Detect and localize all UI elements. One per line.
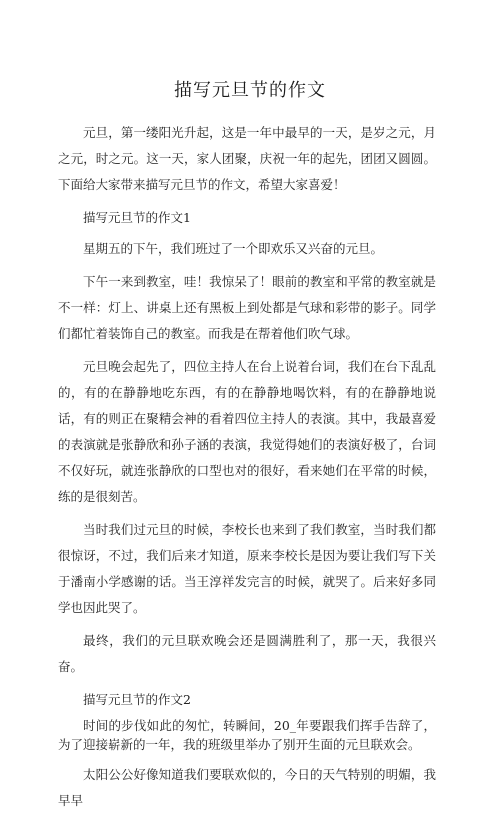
body-paragraph: 当时我们过元旦的时候，李校长也来到了我们教室，当时我们都很惊讶，不过，我们后来才知道，原来李校长是因为要让我们写下关于潘南小学感谢的话。当王淳祥发完言的时候，就哭了。后来好多同学也因此哭了。 [58, 522, 436, 615]
section-heading-2: 描写元旦节的作文2 [83, 692, 191, 707]
article-body [58, 120, 436, 821]
body-paragraph: 最终，我们的元旦联欢晚会还是圆满胜利了，那一天，我很兴奋。 [58, 633, 436, 674]
intro-paragraph: 元旦，第一缕阳光升起，这是一年中最早的一天，是岁之元，月之元，时之元。这一天，家人团聚，庆祝一年的起先，团团又圆圆。下面给大家带来描写元旦节的作文，希望大家喜爱！ [58, 125, 436, 192]
body-paragraph: 时间的步伐如此的匆忙，转瞬间，20_年要跟我们挥手告辞了，为了迎接崭新的一年，我的班级里举办了别开生面的元旦联欢会。 [58, 718, 436, 752]
section-heading-1: 描写元旦节的作文1 [83, 210, 191, 225]
body-paragraph: 星期五的下午，我们班过了一个即欢乐又兴奋的元旦。 [83, 241, 384, 256]
body-paragraph: 下午一来到教室，哇！我惊呆了！眼前的教室和平常的教室就是不一样：灯上、讲桌上还有黑板上到处都是气球和彩带的影子。同学们都忙着装饰自己的教室。而我是在帮着他们吹气球。 [58, 274, 436, 341]
body-paragraph: 元旦晚会起先了，四位主持人在台上说着台词，我们在台下乱乱的，有的在静静地吃东西，有的在静静地喝饮料，有的在静静地说话，有的则正在聚精会神的看着四位主持人的表演。其中，我最喜爱的表演就是张静欣和孙子涵的表演，我觉得她们的表演好极了，台词不仅好玩，就连张静欣的口型也对的很好，看来她们在平常的时候，练的是很刻苦。 [58, 359, 436, 504]
page-title: 描写元旦节的作文 [174, 80, 326, 101]
body-paragraph: 太阳公公好像知道我们要联欢似的，今日的天气特别的明媚，我早早 [58, 767, 436, 808]
